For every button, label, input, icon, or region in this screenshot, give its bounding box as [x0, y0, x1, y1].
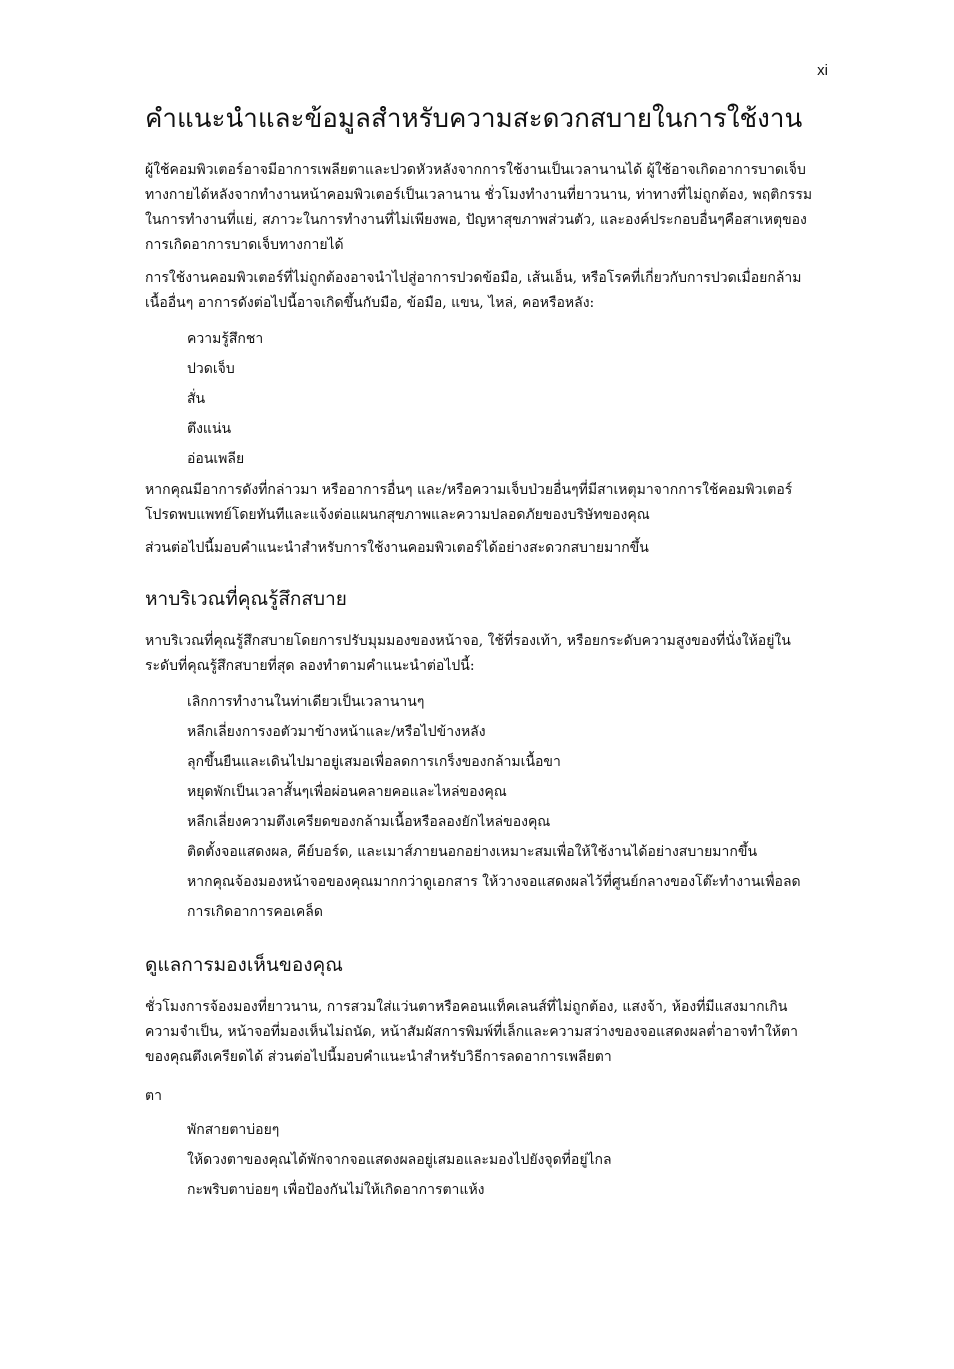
list-item: อ่อนเพลีย: [187, 451, 245, 467]
list-item: ให้ดวงตาของคุณได้พักจากจอแสดงผลอยู่เสมอและมองไปยังจุดที่อยู่ไกล: [187, 1152, 612, 1168]
list-item: ตึงแน่น: [187, 421, 232, 437]
list-item: หลีกเลี่ยงการงอตัวมาข้างหน้าและ/หรือไปข้างหลัง: [187, 724, 486, 740]
vision-paragraph: ชั่วโมงการจ้องมองที่ยาวนาน, การสวมใส่แว่นตาหรือคอนแท็คเลนส์ที่ไม่ถูกต้อง, แสงจ้า, ห้องที่มีแสงมากเกินความจำเป็น, หน้าจอที่มองเห็นไม่ถนัด, หน้าสัมผัสการพิมพ์ที่เล็กและความสว่างของจอแสดงผลต่ำอาจทำให้ตาของคุณตึงเครียดได้ ส่วนต่อไปนี้มอบคำแนะนำสำหรับวิธีการลดอาการเพลียตา: [145, 999, 798, 1065]
eyes-label: ตา: [145, 1088, 162, 1104]
section-heading-vision: ดูแลการมองเห็นของคุณ: [145, 955, 343, 976]
list-item: สั่น: [187, 391, 206, 407]
comfort-paragraph: หาบริเวณที่คุณรู้สึกสบายโดยการปรับมุมมองของหน้าจอ, ใช้ที่รองเท้า, หรือยกระดับความสูงของที่นั่งให้อยู่ในระดับที่คุณรู้สึกสบายที่สุด ลองทำตามคำแนะนำต่อไปนี้:: [145, 633, 791, 674]
list-item: เลิกการทำงานในท่าเดียวเป็นเวลานานๆ: [187, 694, 425, 710]
section-heading-comfort: หาบริเวณที่คุณรู้สึกสบาย: [145, 589, 347, 610]
document-body: [145, 96, 815, 1209]
list-item: ลุกขึ้นยืนและเดินไปมาอยู่เสมอเพื่อลดการเกร็งของกล้ามเนื้อขา: [187, 754, 561, 770]
intro-paragraph-1: ผู้ใช้คอมพิวเตอร์อาจมีอาการเพลียตาและปวดหัวหลังจากการใช้งานเป็นเวลานานได้ ผู้ใช้อาจเกิดอาการบาดเจ็บทางกายได้หลังจากทำงานหน้าคอมพิวเตอร์เป็นเวลานาน ชั่วโมงทำงานที่ยาวนาน, ท่าทางที่ไม่ถูกต้อง, พฤติกรรมในการทำงานที่แย่, สภาวะในการทำงานที่ไม่เพียงพอ, ปัญหาสุขภาพส่วนตัว, และองค์ประกอบอื่นๆคือสาเหตุของการเกิดอาการบาดเจ็บทางกายได้: [145, 162, 813, 253]
page-number: xi: [817, 62, 828, 79]
list-item: ติดตั้งจอแสดงผล, คีย์บอร์ด, และเมาส์ภายนอกอย่างเหมาะสมเพื่อให้ใช้งานได้อย่างสบายมากขึ้น: [187, 844, 758, 860]
list-item: หยุดพักเป็นเวลาสั้นๆเพื่อผ่อนคลายคอและไหล่ของคุณ: [187, 784, 507, 800]
symptom-list: [145, 324, 815, 474]
list-item: หลีกเลี่ยงความตึงเครียดของกล้ามเนื้อหรือลองยักไหล่ของคุณ: [187, 814, 551, 830]
list-item: ปวดเจ็บ: [187, 361, 235, 377]
comfort-list: [145, 687, 815, 927]
page-title: คำแนะนำและข้อมูลสำหรับความสะดวกสบายในการใช้งาน: [145, 103, 803, 133]
list-item: กะพริบตาบ่อยๆ เพื่อป้องกันไม่ให้เกิดอาการตาแห้ง: [187, 1182, 485, 1198]
list-item: พักสายตาบ่อยๆ: [187, 1122, 280, 1138]
eye-care-list: [145, 1115, 815, 1205]
intro-paragraph-3: หากคุณมีอาการดังที่กล่าวมา หรืออาการอื่นๆ และ/หรือความเจ็บป่วยอื่นๆที่มีสาเหตุมาจากการใช้คอมพิวเตอร์ โปรดพบแพทย์โดยทันทีและแจ้งต่อแผนกสุขภาพและความปลอดภัยของบริษัทของคุณ: [145, 482, 793, 523]
list-item: หากคุณจ้องมองหน้าจอของคุณมากกว่าดูเอกสาร ให้วางจอแสดงผลไว้ที่ศูนย์กลางของโต๊ะทำงานเพื่อลดการเกิดอาการคอเคล็ด: [187, 874, 801, 920]
list-item: ความรู้สึกชา: [187, 331, 264, 347]
intro-paragraph-2: การใช้งานคอมพิวเตอร์ที่ไม่ถูกต้องอาจนำไปสู่อาการปวดข้อมือ, เส้นเอ็น, หรือโรคที่เกี่ยวกับการปวดเมื่อยกล้ามเนื้ออื่นๆ อาการดังต่อไปนี้อาจเกิดขึ้นกับมือ, ข้อมือ, แขน, ไหล่, คอหรือหลัง:: [145, 270, 802, 311]
intro-paragraph-4: ส่วนต่อไปนี้มอบคำแนะนำสำหรับการใช้งานคอมพิวเตอร์ได้อย่างสะดวกสบายมากขึ้น: [145, 540, 649, 556]
